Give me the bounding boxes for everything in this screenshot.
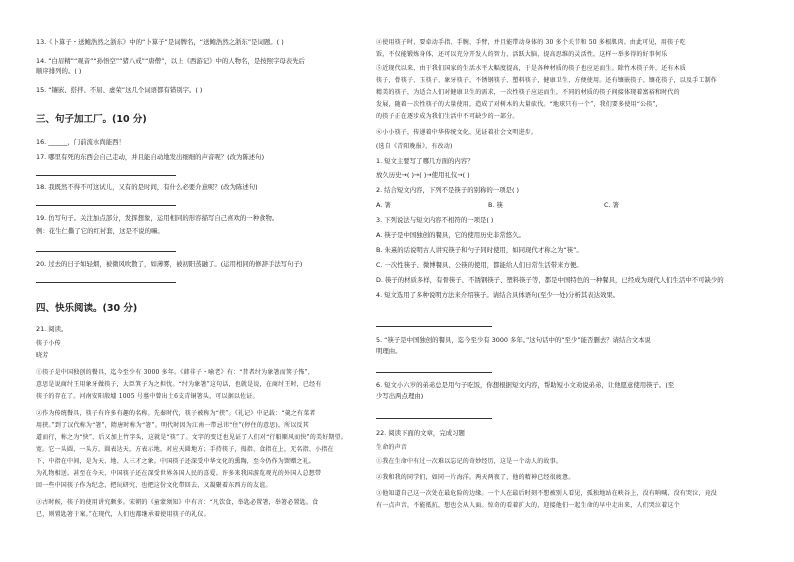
article-p5-line1: ⑤近现代以来，由于我们国家的生活水平大幅度提高，于是各种材质的筷子也应运而生。除竹木筷子外，还有木质 (376, 65, 687, 72)
question-17: 17. 哪里有死的东西会自己走动，并且能自动地发出细细的声音呢？(改为陈述句) (36, 153, 265, 161)
reading-q3-option-a[interactable]: A. 筷子是中国独创的餐具，它的使用历史非常悠久。 (376, 231, 525, 239)
reading-q2-option-a[interactable]: A. 箸 (376, 201, 391, 209)
question-16: 16. ______，门前流水尚能西！ (36, 138, 125, 146)
reading-q6-line1: 6. 短文小六岁的弟弟总是用勺子吃饭，你想根据短文内容，帮助短小文劝说弟弟，让他愿意使用筷子。(至 (376, 381, 675, 389)
reading-q3-option-b[interactable]: B. 朱熹的话说明古人讲究筷子和勺子同时使用，如同现代才称之为“筷”。 (376, 246, 583, 254)
question-18: 18. 我既然不得不可这试儿，又有的是时间，有什么必要介意呢？(改为陈述句) (36, 183, 258, 191)
reading-q3: 3. 下列说法与短文内容不相符的一项是( ) (376, 216, 494, 224)
article-p3-line1: ③古时候，筷子的使用讲究颇多。宋朝的《童蒙须知》中有言：“凡饮食，举匙必置箸，举箸必置匙。食 (36, 499, 319, 506)
question-14-line2: 顺序排列的。( ) (36, 67, 82, 75)
reading-q6-line2: 少写出两点理由) (376, 392, 424, 400)
question-13: 13.《卜算子・送鲍浩然之浙东》中的“卜算子”是词牌名，“送鲍浩然之浙东”是词题。( ) (36, 38, 284, 46)
question-21: 21. 阅读。 (36, 325, 68, 333)
reading-q2-option-c[interactable]: C. 箸 (604, 201, 619, 209)
reading-q2: 2. 结合短文内容，下列不是筷子的别称的一项是( ) (376, 186, 519, 194)
reading-q1: 1. 短文主要写了哪几方面的内容？ (376, 157, 474, 165)
article-p2-line1: ②作为传统餐具，筷子有许多有趣的名称。先秦时代，筷子被称为“挟”。《礼记》中记载：“羹之有菜者 (36, 410, 316, 417)
answer-line-rq6[interactable] (376, 418, 492, 419)
question-22: 22. 阅读下面的文章，完成习题 (376, 429, 465, 437)
answer-line-20[interactable] (36, 282, 176, 283)
article-p2-line5: 下，中指在中间，是为天、地、人三才之象。中国筷子还深受中华文化的熏陶，至今仍作为馈赠之礼。 (36, 458, 316, 465)
article-p2-line6: 为礼物相送。甚至在今天，中国筷子还在深受世界各国人民的喜爱。许多来我国游览观光的外国人总想带 (36, 470, 322, 477)
article-source: (选自《青阳晚报》，有改动) (376, 143, 453, 150)
reading-q1-flow: 放久历史→( )→( )→使用礼仪→( ) (376, 171, 470, 179)
question-15: 15. “镶嵌、搭拌、不屈、虚荣”这几个词语都有错别字。( ) (36, 86, 203, 94)
article-p2-line2: 用挟。”到了汉代称为“箸”，隋唐时称为“箸”。明代时因为江南一带忌讳“住”(停住的意思)，所以反其 (36, 422, 309, 429)
reading-q5-line2: 明理由。 (376, 347, 402, 355)
reading-q3-option-d[interactable]: D. 筷子的材质多样，有骨筷子、不锈钢筷子、塑料筷子等，都是中国特色的一种餐具，已经成为现代人们生活中不可缺少的 (376, 276, 724, 284)
answer-line-19[interactable] (36, 251, 176, 252)
article-p2-line4: 宽。它一头圆，一头方，圆表达天，方表示地，对应天圆地方；手持筷子，拇指、食指在上，无名指、小指在 (36, 446, 334, 453)
reading-q4: 4. 短文选用了多种说明方法来介绍筷子。请结合具体语句(至少一处)分析其表达效果。 (376, 291, 620, 299)
article2-p3-line1: ③他知道自己这一次处在最危险的边缘。一个人在最后时刻不想被别人看见，孤独地站在峡谷上，没有呐喊，没有哭泣，竟没 (376, 490, 718, 497)
article2-p2: ②我和我的同学们，如同一片海洋。两天两夜了，他的精神已经很疲惫。 (376, 474, 575, 481)
article-p4-line1: ④使用筷子时，要牵动手指、手腕、手臂，并且能带动身体的 30 多个关节和 50 多根肌肉。由此可见，用筷子吃 (376, 39, 686, 46)
article-title: 筷子小传 (36, 340, 61, 347)
article-p6: ⑥小小筷子，传递着中华传统文化，见证着社会文明进步。 (376, 129, 538, 136)
article-p5-line4: 发展，随着一次性筷子的大量使用，造成了对树木的大量砍伐。“地球只有一个”，我们要多使用“公筷”， (376, 101, 662, 108)
article2-p3-line2: 有一点声音，不能抵抗，想也会从人面。惊奇的看着扩大的，迎接他们一起生命的早中走出来，人们哭泣着这个 (376, 502, 680, 509)
question-20: 20. 过去的日子如轻烟，被微风吹散了，如薄雾，被初阳蒸融了。(运用相同的修辞手法写句子) (36, 260, 303, 268)
answer-line-17[interactable] (36, 175, 176, 176)
article-p5-line3: 精美的筷子，为适合人们对健康卫生的需求，一次性筷子应运而生。不同的材质的筷子间接体现着富裕和时代的 (376, 89, 680, 96)
article-p1-line1: ①筷子是中国独创的餐具，迄今至少有 3000 多年。《韩非子・喻老》有：“昔者纣为象箸而箕子怖”， (36, 369, 315, 376)
reading-q3-option-c[interactable]: C. 一次性筷子、微博餐具、公筷的使用，都能给人们日常生活带来方便。 (376, 261, 583, 269)
article-p3-line2: 已，则置匙箸于案。”在现代，人们也都继承着使用筷子的礼仪。 (36, 511, 210, 518)
reading-q5-line1: 5. “筷子是中国独创的餐具，迄今至少有 3000 多年。”这句话中的“至少”能否删去？请结合文本说 (376, 336, 651, 344)
article-p5-line2: 筷子，骨筷子、玉筷子、象牙筷子，不锈钢筷子、塑料筷子，健康卫生，方便使用。还有镶嵌筷子、镶花筷子，以及手工制作 (376, 77, 718, 84)
article-p5-line5: 的筷子正在逐步成为我们生活中不可缺少的一部分。 (376, 113, 519, 120)
section-3-heading: 三、句子加工厂。(10 分) (36, 114, 147, 125)
question-19-line1: 19. 仿写句子。关注加点部分，发挥想象，运用相同的形容描写自己喜欢的一种食物。 (36, 214, 279, 222)
section-4-heading: 四、快乐阅读。(30 分) (36, 303, 138, 314)
article-author: 晓芳 (36, 352, 49, 359)
article2-p1: ①我在生命中有过一次难以忘记的奇妙经历，这是一个动人的故事。 (376, 458, 563, 465)
article2-title: 生命的声音 (376, 444, 408, 451)
article-p2-line3: 道而行，称之为“快”，后又加上竹字头，这就是“筷”了。文字的变迁也见证了人们对“行船顺风而快”的美好期望。 (36, 434, 348, 441)
article-p1-line3: 筷子的存在了。河南安阳殷墟 1005 号墓中曾出土6支青铜箸头，可以据以佐证。 (36, 393, 259, 400)
answer-line-rq4[interactable] (376, 326, 492, 327)
article-p2-line7: 回一些中国筷子作为纪念，把玩研究，也把这份文化带回去，又凝聚着东西方的友谊。 (36, 482, 272, 489)
article-p4-line2: 饭，不仅能锻炼身体，还可以充分开发人的智力，活跃大脑，提高思维的灵活性，这样一举多得的好事何乐 (376, 51, 668, 58)
answer-line-rq5[interactable] (376, 372, 492, 373)
reading-q2-option-b[interactable]: B. 筷 (488, 201, 503, 209)
question-14-line1: 14. “白眉精”“观音”“孙悟空”“猪八戒”“唐僧”，以上《西游记》中的人物名，是按照字母表先后 (36, 57, 305, 65)
question-19-line2: 例：花生仁撕了它的红衬套，这是不说的嘛。 (36, 227, 164, 235)
answer-line-18[interactable] (36, 205, 176, 206)
article-p1-line2: 意思是说商纣王用象牙做筷子，大臣箕子为之担忧。“纣为象箸”这句话，也就是说，在商纣王时，已经有 (36, 381, 322, 388)
